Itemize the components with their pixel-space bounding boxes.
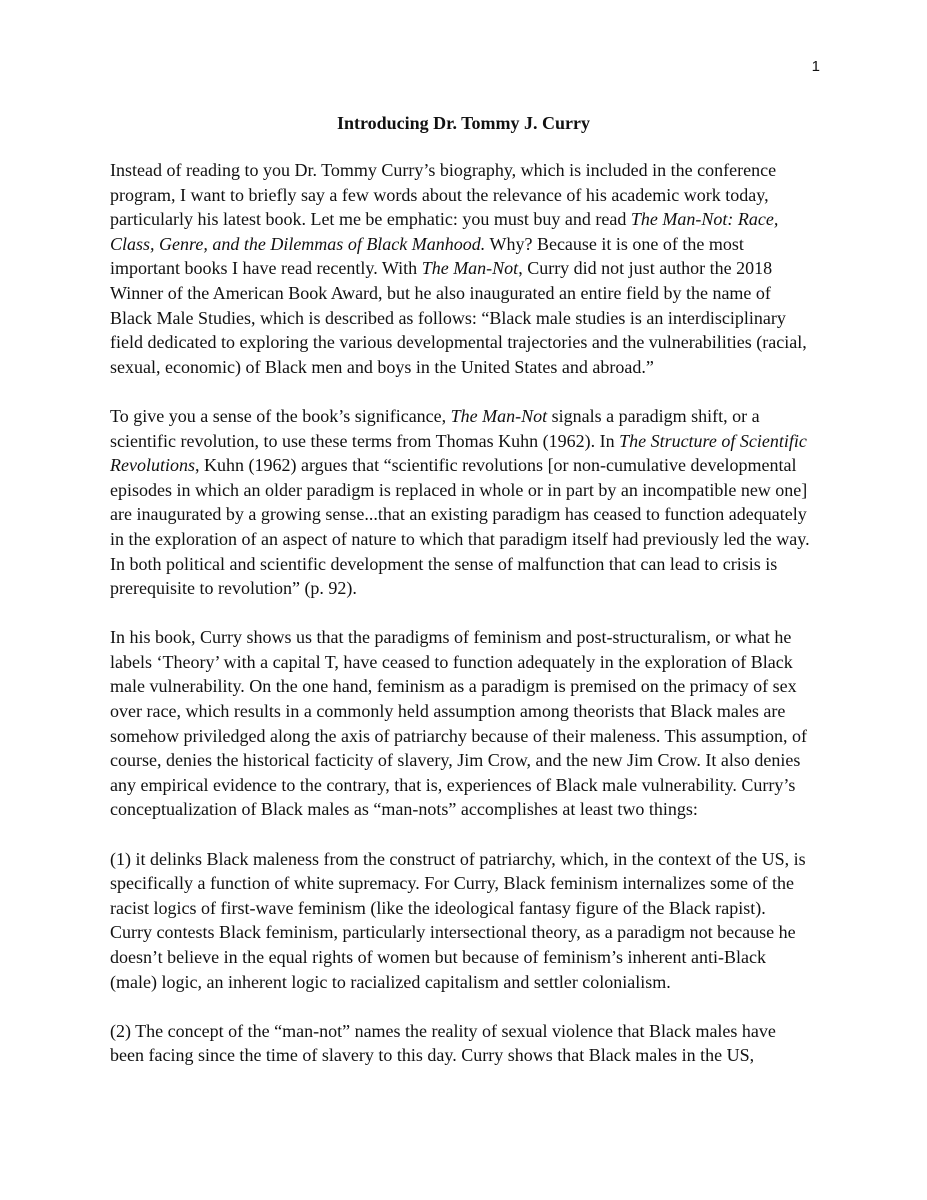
text-line	[110, 674, 830, 699]
text-run: Winner of the American Book Award, but he also inaugurated an entire field by the name of	[110, 282, 771, 303]
text-run: prerequisite to revolution” (p. 92).	[110, 578, 357, 599]
text-line	[110, 478, 830, 503]
text-line	[110, 404, 830, 429]
text-run: In his book, Curry shows us that the paradigms of feminism and post-structuralism, or what he	[110, 627, 792, 648]
text-run: are inaugurated by a growing sense...that an existing paradigm has ceased to function adequately	[110, 504, 807, 525]
text-run: scientific revolution, to use these terms from Thomas Kuhn (1962). In	[110, 430, 620, 451]
text-run: Black Male Studies, which is described as follows: “Black male studies is an interdisciplinary	[110, 307, 786, 328]
text-line	[110, 724, 830, 749]
text-line	[110, 552, 830, 577]
text-line	[110, 650, 830, 675]
text-run: , Curry did not just author the 2018	[518, 258, 773, 279]
text-line	[110, 281, 830, 306]
text-run: Instead of reading to you Dr. Tommy Curry’s biography, which is included in the conference	[110, 160, 777, 180]
text-line	[110, 306, 830, 331]
text-run: course, denies the historical facticity of slavery, Jim Crow, and the new Jim Crow. It also denies	[110, 750, 801, 771]
text-run: (male) logic, an inherent logic to racialized capitalism and settler colonialism.	[110, 971, 671, 992]
document-body	[110, 158, 830, 1093]
text-line	[110, 256, 830, 281]
text-run: Curry contests Black feminism, particularly intersectional theory, as a paradigm not because he	[110, 922, 796, 943]
text-line	[110, 355, 830, 380]
italic-text: The Man-Not: Race,	[630, 209, 779, 230]
text-run: Why? Because it is one of the most	[485, 233, 744, 254]
italic-text: The Man-Not	[421, 258, 519, 279]
text-line	[110, 527, 830, 552]
text-line	[110, 970, 830, 995]
page-number: 1	[811, 58, 820, 75]
text-run: somehow priviledged along the axis of patriarchy because of their maleness. This assumption, of	[110, 725, 807, 746]
text-run: In both political and scientific development the sense of malfunction that can lead to crisis is	[110, 553, 778, 574]
italic-text: The Man-Not	[450, 405, 548, 426]
text-run: (1) it delinks Black maleness from the construct of patriarchy, which, in the context of the US, is	[110, 848, 806, 869]
text-line	[110, 625, 830, 650]
text-line	[110, 896, 830, 921]
text-run: sexual, economic) of Black men and boys in the United States and abroad.”	[110, 356, 654, 377]
text-run: , Kuhn (1962) argues that “scientific revolutions [or non-cumulative developmental	[194, 455, 797, 476]
text-line	[110, 699, 830, 724]
italic-text: Revolutions	[110, 455, 195, 476]
text-run: specifically a function of white supremacy. For Curry, Black feminism internalizes some of the	[110, 873, 794, 894]
text-line	[110, 1019, 830, 1044]
paragraph	[110, 625, 830, 822]
text-line	[110, 920, 830, 945]
text-run: particularly his latest book. Let me be emphatic: you must buy and read	[110, 209, 631, 230]
text-line	[110, 576, 830, 601]
text-line	[110, 797, 830, 822]
text-run: over race, which results in a commonly held assumption among theorists that Black males are	[110, 701, 786, 722]
text-run: male vulnerability. On the one hand, feminism as a paradigm is premised on the primacy of sex	[110, 676, 797, 697]
text-run: (2) The concept of the “man-not” names the reality of sexual violence that Black males have	[110, 1020, 776, 1041]
text-line	[110, 773, 830, 798]
text-run: field dedicated to exploring the various developmental trajectories and the vulnerabilities (racial,	[110, 332, 807, 353]
text-line	[110, 945, 830, 970]
paragraph	[110, 1019, 830, 1068]
page-title: Introducing Dr. Tommy J. Curry	[336, 113, 591, 133]
italic-text: The Structure of Scientific	[619, 430, 807, 451]
text-line	[110, 429, 830, 454]
italic-text: Class, Genre, and the Dilemmas of Black Manhood.	[110, 233, 486, 254]
text-line	[110, 207, 830, 232]
text-line	[110, 330, 830, 355]
paragraph	[110, 404, 830, 601]
text-run: been facing since the time of slavery to this day. Curry shows that Black males in the US,	[110, 1045, 755, 1066]
text-run: important books I have read recently. With	[110, 258, 422, 279]
text-run: program, I want to briefly say a few words about the relevance of his academic work today,	[110, 184, 769, 205]
text-line	[110, 871, 830, 896]
text-run: doesn’t believe in the equal rights of women but because of feminism’s inherent anti-Black	[110, 947, 766, 967]
paragraph	[110, 158, 830, 379]
text-line	[110, 453, 830, 478]
text-run: episodes in which an older paradigm is replaced in whole or in part by an incompatible new one]	[110, 479, 808, 500]
text-line	[110, 502, 830, 527]
text-run: conceptualization of Black males as “man-nots” accomplishes at least two things:	[110, 799, 698, 820]
text-line	[110, 748, 830, 773]
text-run: racist logics of first-wave feminism (like the ideological fantasy figure of the Black rapist).	[110, 897, 766, 918]
paragraph	[110, 847, 830, 995]
text-run: labels ‘Theory’ with a capital T, have ceased to function adequately in the exploration of Black	[110, 651, 793, 672]
text-line	[110, 1043, 830, 1068]
text-run: in the exploration of an aspect of nature to which that paradigm itself had previously led the way.	[110, 528, 810, 549]
text-line	[110, 183, 830, 208]
text-run: signals a paradigm shift, or a	[547, 405, 760, 426]
text-line	[110, 847, 830, 872]
text-run: any empirical evidence to the contrary, that is, experiences of Black male vulnerability. Curry’s	[110, 774, 796, 795]
text-run: To give you a sense of the book’s significance,	[110, 405, 451, 426]
text-line	[110, 158, 830, 183]
text-line	[110, 232, 830, 257]
